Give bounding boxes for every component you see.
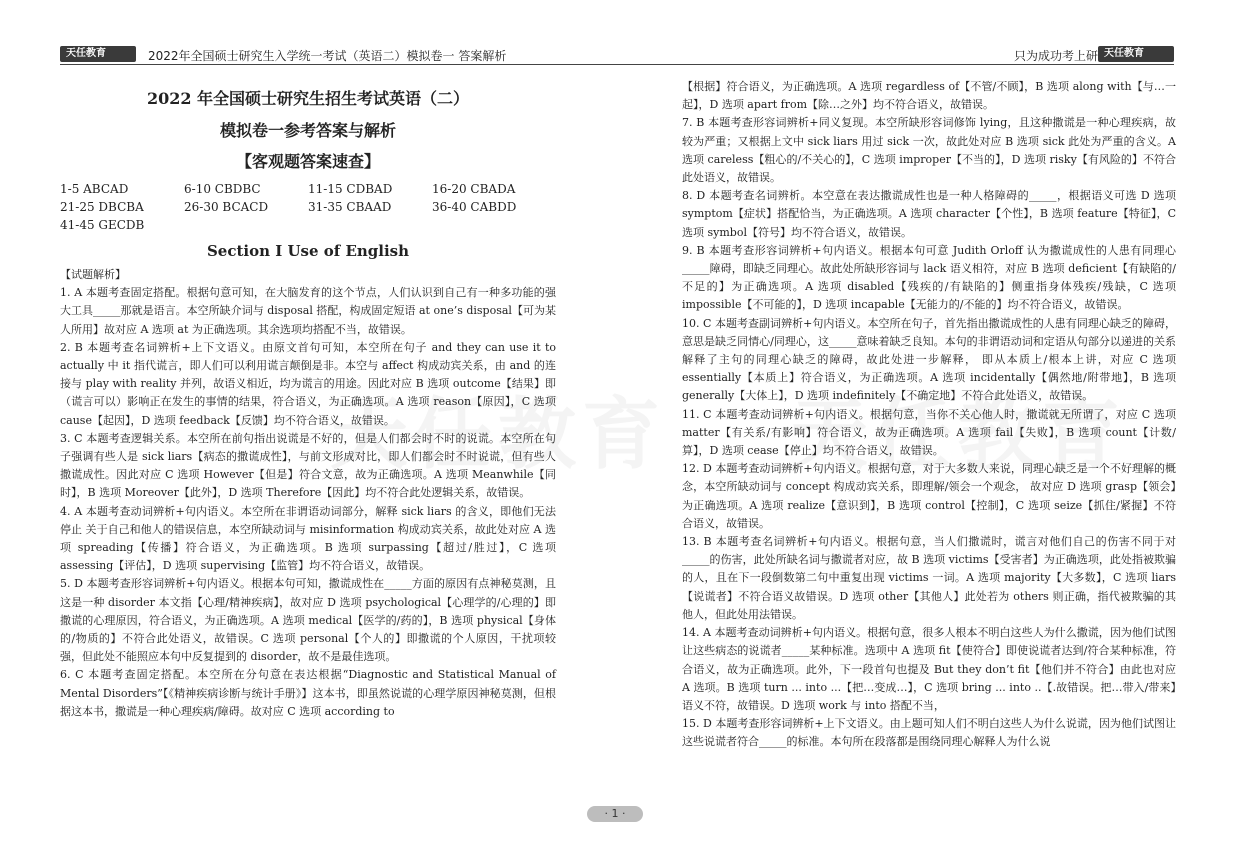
answer-group: 36-40 CABDD [432, 200, 517, 214]
explanation-paragraph: 15. D 本题考查形容词辨析+上下文语义。由上题可知人们不明白这些人为什么说谎，因为他们试图让这些说谎者符合_____的标准。本句所在段落都是围绕同理心解释人为什么说 [682, 717, 1176, 749]
explanation-paragraph: 7. B 本题考查形容词辨析+同义复现。本空所缺形容词修饰 lying，且这种撒谎是一种心理疾病，故较为严重；又根据上文中 sick liars 用过 sick 一次，故此处对应 B 选项 sick 此处为严重的含义。A 选项 careless【粗心的/不关心的】，C 选项 improper【不当的】，D 选项 risky【有风险的】不符合此处语义，故错误。 [682, 116, 1176, 185]
explanation-paragraph: 8. D 本题考查名词辨析。本空意在表达撒谎成性也是一种人格障碍的_____，根据语义可选 D 选项 symptom【症状】搭配恰当，为正确选项。A 选项 character【个性】，B 选项 feature【特征】，C 选项 symbol【符号】均不符合语义，故错误。 [682, 189, 1176, 239]
header-title: 2022年全国硕士研究生入学统一考试（英语二）模拟卷一 答案解析 [148, 49, 507, 63]
brand-logo: 天任教育 [60, 46, 136, 62]
explanation-paragraph: 【根据】符合语义，为正确选项。A 选项 regardless of【不管/不顾】，B 选项 along with【与…一起】，D 选项 apart from【除…之外】均不符合语义，故错误。 [682, 80, 1176, 112]
analysis-label: 【试题解析】 [60, 268, 126, 281]
answer-key-grid [60, 180, 556, 234]
explanation-paragraph: 13. B 本题考查名词辨析+句内语义。根据句意，当人们撒谎时，谎言对他们自己的伤害不同于对_____的伤害，此处所缺名词与撒谎者对应，故 B 选项 victims【受害者】为正确选项，此处指被欺骗的人，且在下一段倒数第二句中重复出现 victims 一词。A 选项 majority【大多数】，C 选项 liars【说谎者】不符合语义故错误。D 选项 other【其他人】此处若为 others 则正确，指代被欺骗的其他人，但此处用法错误。 [682, 535, 1176, 621]
explanation-paragraph: 2. B 本题考查名词辨析+上下文语义。由原文首句可知，本空所在句子 and they can use it to actually 中 it 指代谎言，即人们可以利用谎言颠倒是非。本空与 affect 构成动宾关系，由 and 的连接与 play with reality 并列，故语义相近，均为谎言的用途。因此对应 B 选项 outcome【结果】即（谎言可以）影响正在发生的事情的结果，符合语义，为正确选项。A 选项 reason【原因】，C 选项 cause【起因】，D 选项 feedback【反馈】均不符合语义，故错误。 [60, 340, 556, 427]
explanation-paragraph: 6. C 本题考查固定搭配。本空所在分句意在表达根据“Diagnostic and Statistical Manual of Mental Disorders”【《精神疾病诊断与统计手册》】这本书，即虽然说谎的心理学原因神秘莫测，但根据这本书，撒谎是一种心理疾病/障碍。故对应 C 选项 according to [60, 668, 556, 718]
brand-logo-right: 天任教育 [1098, 46, 1174, 62]
right-column [682, 78, 1176, 752]
answer-group: 26-30 BCACD [184, 200, 269, 214]
explanation-paragraph: 14. A 本题考查动词辨析+句内语义。根据句意，很多人根本不明白这些人为什么撒谎，因为他们试图让这些病态的说谎者_____某种标准。选项中 A 选项 fit【使符合】即使说谎者达到/符合某种标准，符合语义，故为正确选项。此外，下一段首句也提及 But they don’t fit【他们并不符合】由此也对应 A 选项。B 选项 turn ... into ...【把…变成…】，C 选项 bring ... into ..【.故错误。把…带入/带来】语义不符，故错误。D 选项 work 与 into 搭配不当， [682, 626, 1176, 712]
explanation-paragraph: 10. C 本题考查副词辨析+句内语义。本空所在句子，首先指出撒谎成性的人患有同理心缺乏的障碍，意思是缺乏同情心/同理心，这_____意味着缺乏良知。本句的非谓语动词和定语从句部分以递进的关系解释了主句的同理心缺乏的障碍，故此处进一步解释， 即从本质上/根本上讲，对应 C 选项 essentially【本质上】符合语义，为正确选项。A 选项 incidentally【偶然地/附带地】，B 选项 generally【大体上】，D 选项 indefinitely【不确定地】不符合此处语义，故错误。 [682, 316, 1176, 403]
document-subtitle: 模拟卷一参考答案与解析 [219, 121, 396, 140]
explanation-paragraph: 12. D 本题考查动词辨析+句内语义。根据句意，对于大多数人来说，同理心缺乏是一个不好理解的概念，本空所缺动词与 concept 构成动宾关系，即理解/领会一个观念， 故对应 D 选项 grasp【领会】为正确选项。A 选项 realize【意识到】，B 选项 control【控制】，C 选项 seize【抓住/紧握】不符合语义，故错误。 [682, 462, 1176, 530]
document-title: 2022 年全国硕士研究生招生考试英语（二） [146, 89, 470, 108]
page-number: · 1 · [587, 806, 643, 822]
answer-group: 41-45 GECDB [60, 218, 145, 232]
explanation-paragraph: 1. A 本题考查固定搭配。根据句意可知，在大脑发育的这个节点，人们认识到自己有一种多功能的强大工具_____那就是语言。本空所缺介词与 disposal 搭配，构成固定短语 at one’s disposal【可为某人所用】故对应 A 选项 at 为正确选项。其余选项均搭配不当，故错误。 [60, 286, 556, 336]
section-heading: Section I Use of English [206, 242, 410, 260]
answer-group: 1-5 ABCAD [60, 182, 129, 196]
explanation-paragraph: 9. B 本题考查形容词辨析+句内语义。根据本句可意 Judith Orloff 认为撒谎成性的人患有同理心_____障碍，即缺乏同理心。故此处所缺形容词与 lack 语义相符，对应 B 选项 deficient【有缺陷的/不足的】为正确选项。A 选项 disabled【残疾的/有缺陷的】侧重指身体残疾/残缺，C 选项 impossible【不可能的】，D 选项 incapable【无能力的/不能的】均不符合语义，故错误。 [682, 243, 1176, 312]
explanation-paragraph: 5. D 本题考查形容词辨析+句内语义。根据本句可知，撒谎成性在_____方面的原因有点神秘莫测，且这是一种 disorder 本文指【心理/精神疾病】，故对应 D 选项 psychological【心理学的/心理的】即撒谎的心理原因，符合语义，为正确选项。A 选项 medical【医学的/药的】，B 选项 physical【身体的/物质的】不符合此处语义，故错误。C 选项 personal【个人的】即撒谎的个人原因，干扰项较强，但此处不能照应本句中反复提到的 disorder，故不是最佳选项。 [60, 577, 556, 664]
answer-group: 16-20 CBADA [432, 182, 516, 196]
header-slogan: 只为成功考上研 [1013, 49, 1098, 63]
left-column [60, 82, 556, 721]
answer-group: 11-15 CDBAD [308, 182, 393, 196]
explanation-paragraph: 11. C 本题考查动词辨析+句内语义。根据句意，当你不关心他人时，撒谎就无所谓了，对应 C 选项 matter【有关系/有影响】符合语义，故为正确选项。A 选项 fail【失败】，B 选项 count【计数/算】，D 选项 cease【停止】均不符合语义，故错误。 [682, 407, 1176, 458]
explanation-paragraph: 4. A 本题考查动词辨析+句内语义。本空所在非谓语动词部分，解释 sick liars 的含义，即他们无法停止 关于自己和他人的错误信息，本空所缺动词与 misinformation 构成动宾关系，故此处对应 A 选项 spreading【传播】符合语义，为正确选项。B 选项 surpassing【超过/胜过】，C 选项 assessing【评估】，D 选项 supervising【监管】均不符合语义，故错误。 [60, 504, 556, 573]
answer-group: 21-25 DBCBA [60, 200, 144, 214]
answer-group: 31-35 CBAAD [308, 200, 392, 214]
page-header [60, 44, 1174, 65]
explanation-paragraph: 3. C 本题考查逻辑关系。本空所在前句指出说谎是不好的，但是人们都会时不时的说谎。本空所在句子强调有些人是 sick liars【病态的撒谎成性】，与前文形成对比，即人们都会时不时说谎，但有些人撒谎成性。因此对应 C 选项 However【但是】符合文意，故为正确选项。A 选项 Meanwhile【同时】，B 选项 Moreover【此外】，D 选项 Therefore【因此】均不符合此处逻辑关系，故错误。 [60, 431, 556, 500]
answer-group: 6-10 CBDBC [184, 182, 261, 196]
answer-key-heading: 【客观题答案速查】 [235, 152, 380, 171]
